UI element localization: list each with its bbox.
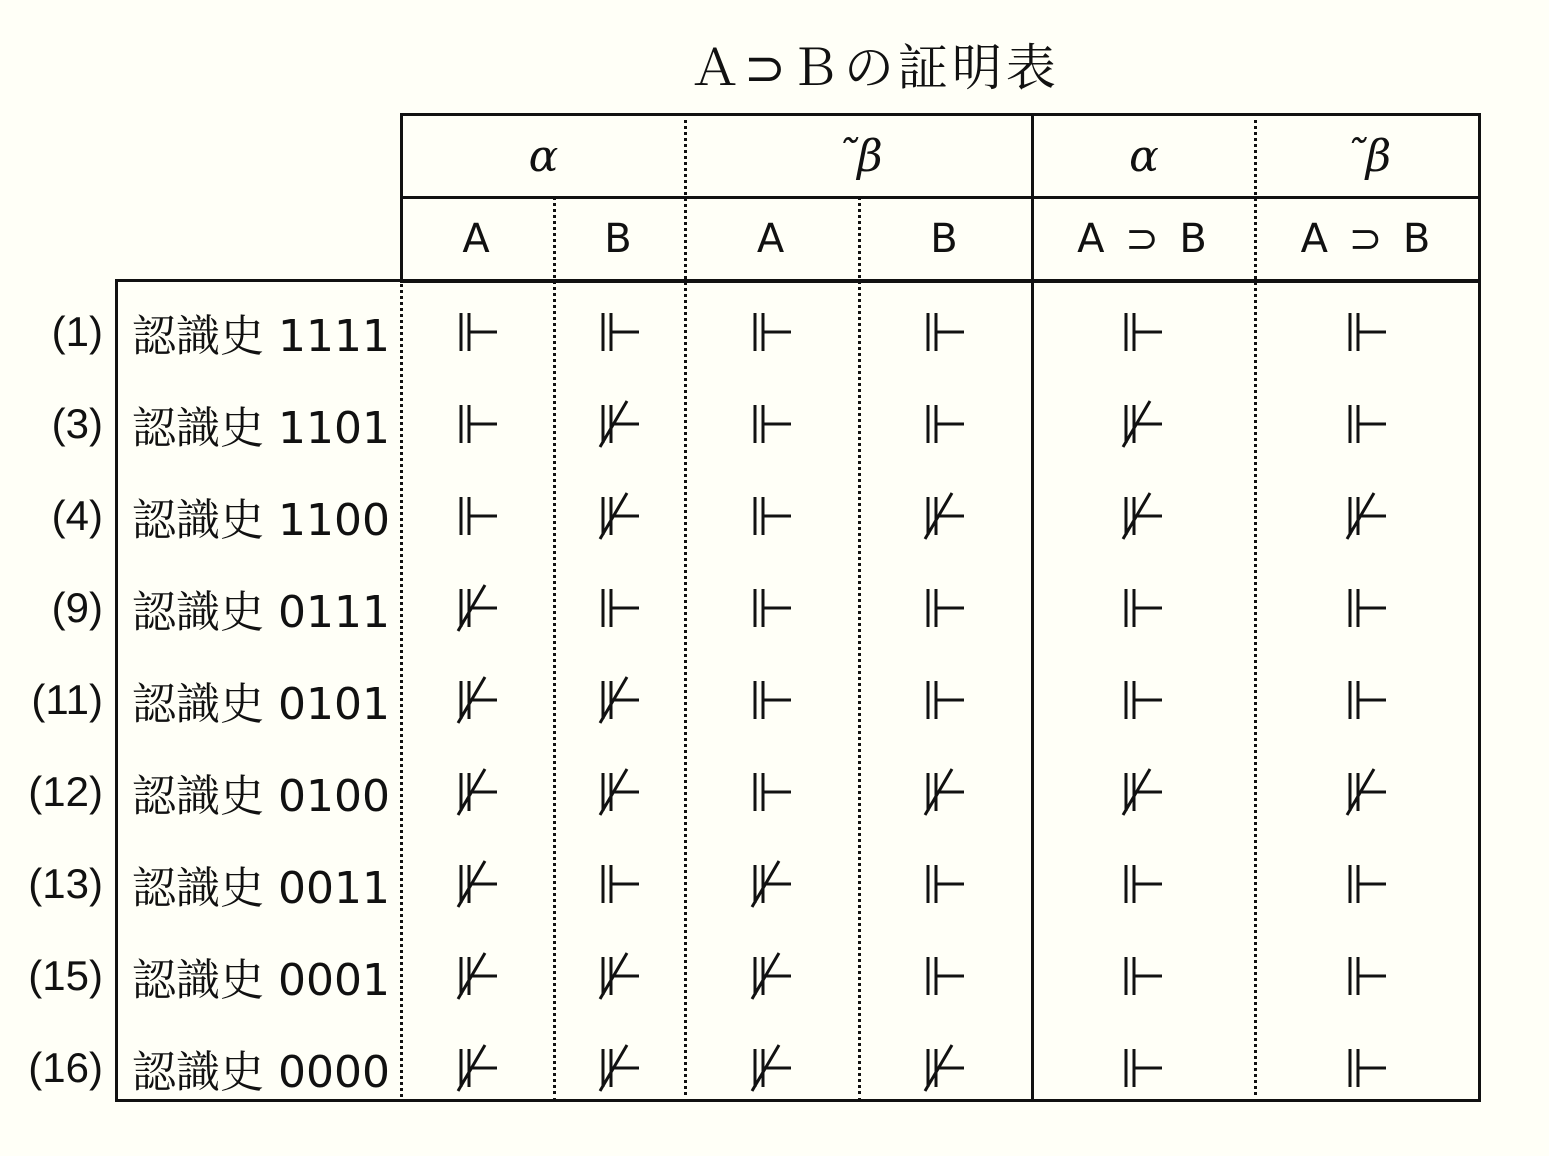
forces-icon <box>590 838 650 930</box>
row-number: (11) <box>31 676 103 723</box>
forces-icon <box>915 930 975 1022</box>
not-forces-icon <box>590 746 650 838</box>
history-label: 認識史 0000 <box>132 1047 390 1098</box>
forces-icon <box>742 470 802 562</box>
forces-icon <box>448 470 508 562</box>
row-number: (9) <box>51 584 103 631</box>
not-forces-icon <box>742 838 802 930</box>
not-forces-icon <box>590 1022 650 1114</box>
forces-icon <box>1113 562 1173 654</box>
not-forces-icon <box>742 1022 802 1114</box>
history-label: 認識史 0101 <box>132 679 390 730</box>
not-forces-icon <box>590 654 650 746</box>
row-number: (3) <box>51 400 103 447</box>
forces-icon <box>590 562 650 654</box>
not-forces-icon <box>590 930 650 1022</box>
not-forces-icon <box>448 654 508 746</box>
group-header: ˜β <box>1343 130 1392 182</box>
forces-icon <box>915 654 975 746</box>
column-header: A <box>462 216 494 262</box>
forces-icon <box>1113 1022 1173 1114</box>
row-number: (15) <box>28 952 103 999</box>
not-forces-icon <box>915 746 975 838</box>
not-forces-icon <box>1337 746 1397 838</box>
group-header: α <box>528 130 559 182</box>
not-forces-icon <box>1113 746 1173 838</box>
page-title: Ａ⊃Ｂの証明表 <box>690 39 1060 97</box>
column-header: B <box>604 216 636 262</box>
row-number: (13) <box>28 860 103 907</box>
history-label: 認識史 1101 <box>132 403 390 454</box>
not-forces-icon <box>590 470 650 562</box>
forces-icon <box>742 746 802 838</box>
forces-icon <box>1337 286 1397 378</box>
forces-icon <box>1113 838 1173 930</box>
history-label: 認識史 0100 <box>132 771 390 822</box>
forces-icon <box>1337 378 1397 470</box>
not-forces-icon <box>1113 378 1173 470</box>
forces-icon <box>1337 562 1397 654</box>
dotted-divider-label <box>400 279 403 1102</box>
column-header: A ⊃ B <box>1300 216 1435 262</box>
forces-icon <box>590 286 650 378</box>
forces-icon <box>448 378 508 470</box>
forces-icon <box>1113 286 1173 378</box>
history-label: 認識史 1100 <box>132 495 390 546</box>
column-header: A <box>756 216 789 262</box>
forces-icon <box>1337 930 1397 1022</box>
history-label: 認識史 0001 <box>132 955 390 1006</box>
group-header: ˜β <box>835 130 883 182</box>
not-forces-icon <box>915 470 975 562</box>
forces-icon <box>1337 838 1397 930</box>
forces-icon <box>742 562 802 654</box>
group-header: α <box>1129 130 1159 182</box>
not-forces-icon <box>448 746 508 838</box>
column-header: B <box>930 216 962 262</box>
forces-icon <box>448 286 508 378</box>
not-forces-icon <box>448 1022 508 1114</box>
forces-icon <box>915 286 975 378</box>
not-forces-icon <box>448 930 508 1022</box>
dotted-divider-1 <box>553 196 556 1102</box>
forces-icon <box>915 562 975 654</box>
not-forces-icon <box>1337 470 1397 562</box>
history-label: 認識史 0111 <box>132 587 390 638</box>
forces-icon <box>1337 654 1397 746</box>
forces-icon <box>1337 1022 1397 1114</box>
forces-icon <box>742 378 802 470</box>
row-number: (16) <box>28 1044 103 1091</box>
not-forces-icon <box>1113 470 1173 562</box>
not-forces-icon <box>915 1022 975 1114</box>
row-number: (1) <box>51 308 103 355</box>
column-header: A ⊃ B <box>1077 216 1211 262</box>
row-number: (4) <box>51 492 103 539</box>
not-forces-icon <box>742 930 802 1022</box>
forces-icon <box>915 838 975 930</box>
forces-icon <box>1113 654 1173 746</box>
history-label: 認識史 0011 <box>132 863 390 914</box>
row-number: (12) <box>28 768 103 815</box>
not-forces-icon <box>448 838 508 930</box>
forces-icon <box>742 654 802 746</box>
forces-icon <box>1113 930 1173 1022</box>
forces-icon <box>915 378 975 470</box>
not-forces-icon <box>448 562 508 654</box>
history-label: 認識史 1111 <box>132 311 390 362</box>
forces-icon <box>742 286 802 378</box>
dotted-divider-3 <box>858 196 861 1102</box>
not-forces-icon <box>590 378 650 470</box>
